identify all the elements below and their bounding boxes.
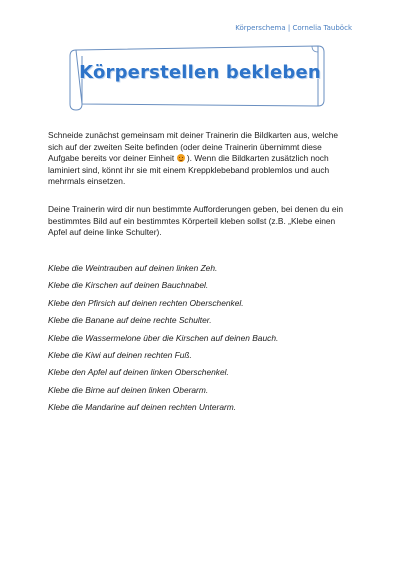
- list-item: Klebe den Pfirsich auf deinen rechten Oberschenkel.: [48, 297, 244, 308]
- page-title: Körperstellen bekleben: [79, 62, 321, 83]
- list-item: Klebe die Wassermelone über die Kirschen auf deinen Bauch.: [48, 332, 279, 343]
- list-item: Klebe die Mandarine auf deinen rechten Unterarm.: [48, 402, 237, 413]
- page-header: Körperschema | Cornelia Tauböck: [235, 24, 352, 32]
- task-list: [48, 262, 358, 419]
- intro-text-part-1: Schneide zunächst gemeinsam mit deiner Trainerin die Bildkarten aus, welche sich auf der zweiten Seite befinden (oder deine Trainerin übernimmt diese Aufgabe bereits vor deiner Einheit: [48, 130, 339, 164]
- list-item: Klebe die Birne auf deinen linken Oberarm.: [48, 384, 209, 395]
- list-item: Klebe die Banane auf deine rechte Schulter.: [48, 315, 212, 326]
- list-item: Klebe die Kirschen auf deinen Bauchnabel.: [48, 280, 209, 291]
- list-item: Klebe die Kiwi auf deinen rechten Fuß.: [48, 349, 192, 360]
- list-item: Klebe den Apfel auf deinen linken Oberschenkel.: [48, 367, 229, 378]
- smiley-icon: [177, 154, 185, 162]
- intro-text-part-2: ). Wenn die Bildkarten zusätzlich noch laminiert sind, könnt ihr sie mit einem Kreppklebeband problemlos und auch mehrmals einsetzen.: [48, 153, 330, 187]
- title-banner: [66, 44, 334, 112]
- intro-paragraph-1: [48, 130, 354, 188]
- intro-paragraph-2: Deine Trainerin wird dir nun bestimmte Aufforderungen geben, bei denen du ein bestimmtes Bild auf ein bestimmtes Körperteil kleben sollst (z.B. „Klebe einen Apfel auf deine linke Schulter).: [48, 204, 344, 238]
- list-item: Klebe die Weintrauben auf deinen linken Zeh.: [48, 263, 218, 273]
